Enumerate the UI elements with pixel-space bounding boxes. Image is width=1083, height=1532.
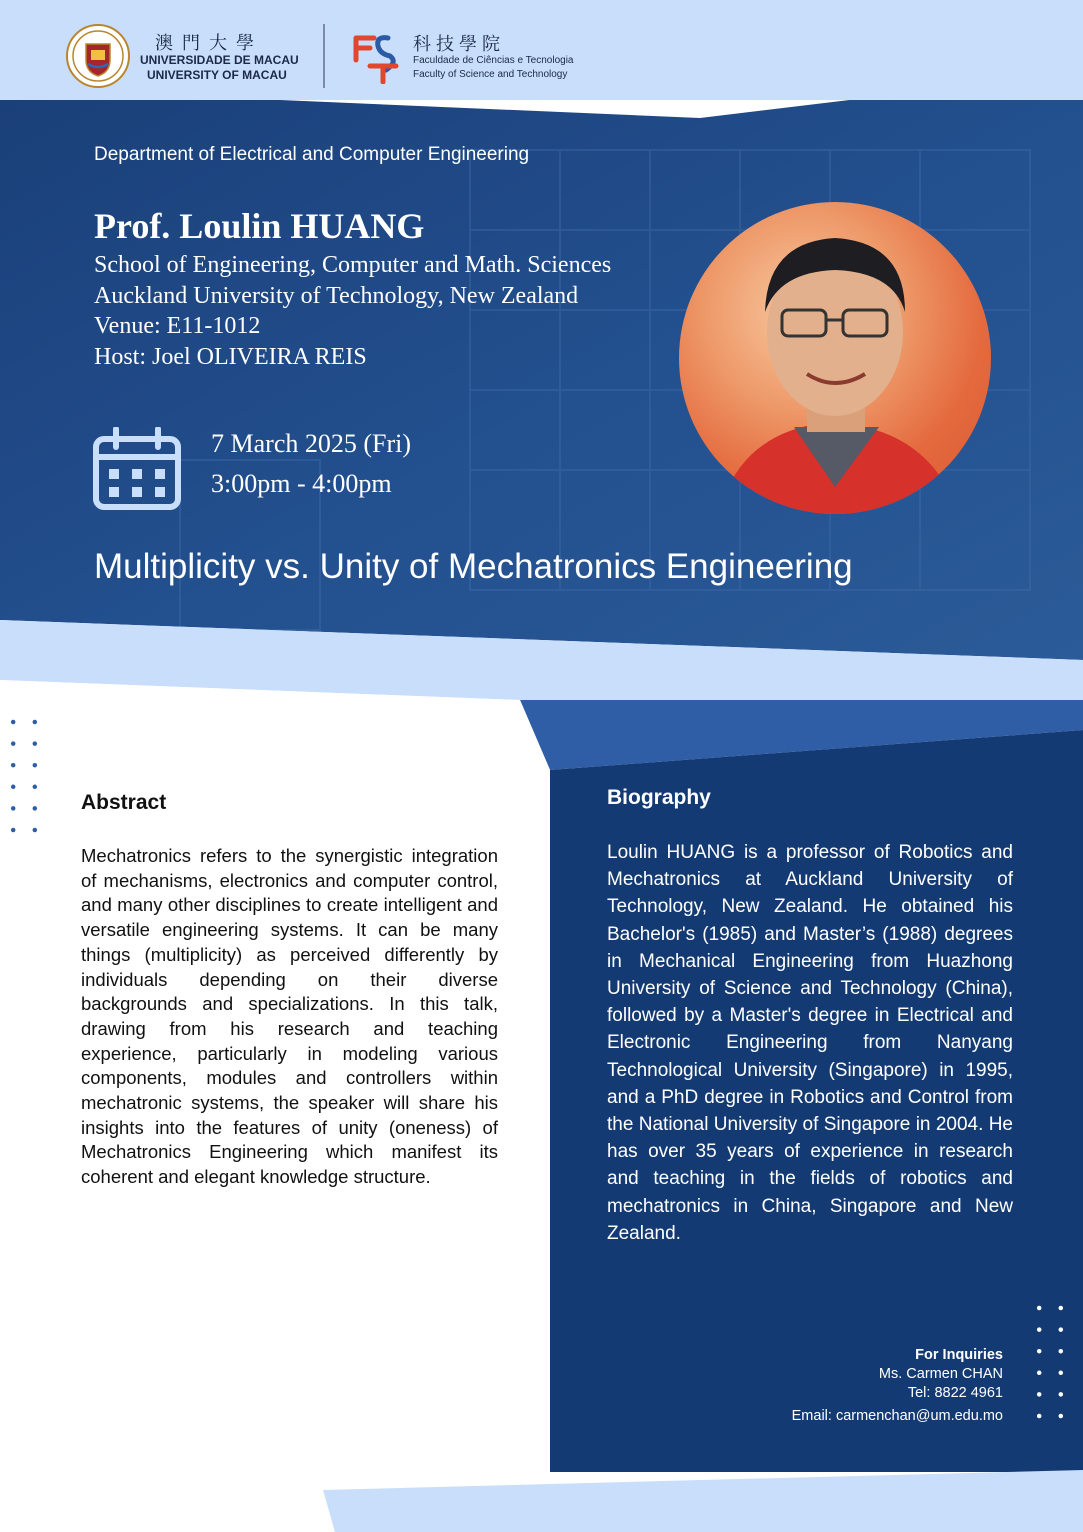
decorative-dots-left <box>6 706 42 846</box>
calendar-icon <box>92 427 182 511</box>
event-date: 7 March 2025 (Fri) <box>211 429 412 458</box>
fst-name-chinese: 科技學院 <box>413 34 505 55</box>
header-divider <box>323 24 325 88</box>
inquiries-title: For Inquiries <box>915 1347 1003 1363</box>
bottom-strip <box>323 1470 1083 1532</box>
um-name-chinese: 澳門大學 <box>155 33 263 54</box>
biography-heading: Biography <box>607 786 711 809</box>
fst-name-english: Faculty of Science and Technology <box>413 69 568 80</box>
um-name-english: UNIVERSITY OF MACAU <box>147 68 287 82</box>
inquiries-email: Email: carmenchan@um.edu.mo <box>791 1408 1003 1424</box>
fst-name-portuguese: Faculdade de Ciências e Tecnologia <box>413 55 574 66</box>
decorative-dots-right <box>1032 1292 1068 1432</box>
abstract-text: Mechatronics refers to the synergistic integration of mechanisms, electronics and computer control, and many other disciplines to create intelligent and versatile engineering systems. It can be many things (multiplicity) as perceived differently by individuals depending on their diverse backgrounds and specializations. In this talk, drawing from his research and teaching experience, particularly in modeling various components, modules and controllers within mechatronic systems, the speaker will share his insights into the features of unity (oneness) of Mechatronics Engineering which manifest its coherent and elegant knowledge structure. <box>81 845 498 1188</box>
inquiries-phone: Tel: 8822 4961 <box>907 1385 1003 1401</box>
university-seal-icon <box>66 24 130 88</box>
speaker-portrait-illustration <box>679 202 991 514</box>
event-venue: Venue: E11-1012 <box>94 313 261 339</box>
event-time: 3:00pm - 4:00pm <box>211 469 392 498</box>
speaker-photo <box>679 202 991 514</box>
speaker-name: Prof. Loulin HUANG <box>94 206 425 246</box>
department-name: Department of Electrical and Computer Engineering <box>94 144 530 165</box>
fst-logo-icon <box>352 30 400 84</box>
talk-title: Multiplicity vs. Unity of Mechatronics Engineering <box>94 547 853 586</box>
abstract-heading: Abstract <box>81 791 167 814</box>
speaker-affiliation-school: School of Engineering, Computer and Math. Sciences <box>94 252 612 278</box>
inquiries-contact-name: Ms. Carmen CHAN <box>878 1366 1003 1382</box>
event-host: Host: Joel OLIVEIRA REIS <box>94 344 367 370</box>
biography-text: Loulin HUANG is a professor of Robotics and Mechatronics at Auckland University of Technology, New Zealand. He obtained his Bachelor's (1985) and Master’s (1988) degrees in Mechanical Engineering from Huazhong University of Science and Technology (China), followed by a Master's degree in Electrical and Electronic Engineering from Nanyang Technological University (Singapore) in 1995, and a PhD degree in Robotics and Control from the National University of Singapore in 2004. He has over 35 years of experience in research and teaching in the fields of robotics and mechatronics in China, Singapore and New Zealand. <box>607 842 1013 1244</box>
um-name-portuguese: UNIVERSIDADE DE MACAU <box>140 53 299 67</box>
speaker-affiliation-university: Auckland University of Technology, New Zealand <box>94 283 579 309</box>
